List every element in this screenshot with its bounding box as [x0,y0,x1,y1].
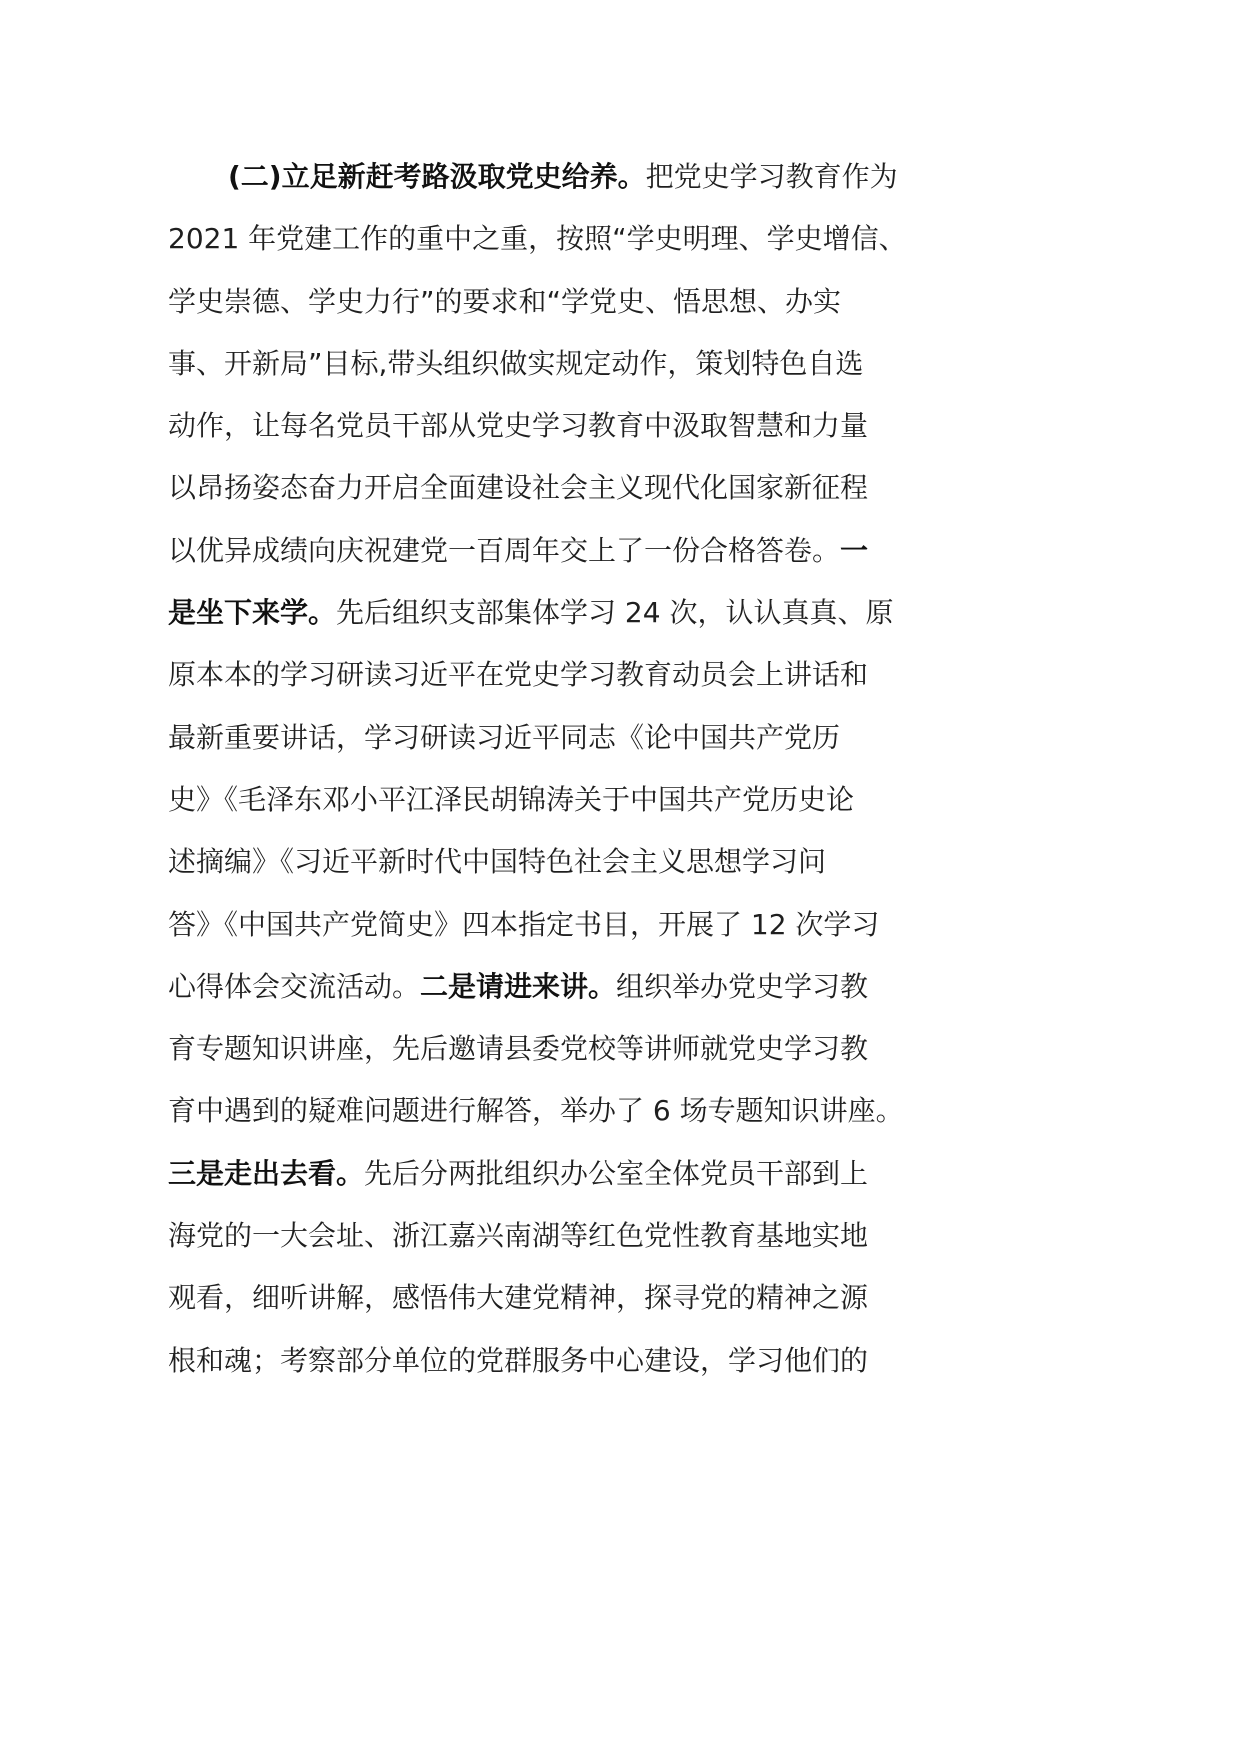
text-line [168,1080,958,1142]
body-text: 育专题知识讲座，先后邀请县委党校等讲师就党史学习教 [168,1032,869,1066]
text-line [168,707,958,769]
bold-heading-text: 三是走出去看。 [168,1156,365,1190]
body-text: 把党史学习教育作为 [645,160,898,193]
body-text: 史》《毛泽东邓小平江泽民胡锦涛关于中国共产党历史论 [168,782,855,816]
bold-heading-text: (二)立足新赶考路汲取党史给养。 [228,160,646,193]
body-text: 先后分两批组织办公室全体党员干部到上 [364,1156,869,1190]
text-line [168,1267,958,1329]
text-line [168,1330,958,1392]
text-line [168,894,958,956]
text-line [168,1205,958,1267]
body-text: 根和魂；考察部分单位的党群服务中心建设，学习他们的 [168,1343,869,1377]
body-text: 动作，让每名党员干部从党史学习教育中汲取智慧和力量 [168,409,869,443]
body-text: 2021 年党建工作的重中之重，按照“学史明理、学史增信、 [168,222,907,256]
text-line [168,520,958,582]
body-text: 心得体会交流活动。 [168,969,421,1003]
text-line [168,208,958,270]
body-text: 育中遇到的疑难问题进行解答，举办了 6 场专题知识讲座。 [168,1094,904,1128]
text-line [168,582,958,644]
bold-heading-text: 一 [840,533,869,567]
body-text: 述摘编》《习近平新时代中国特色社会主义思想学习问 [168,845,827,879]
body-text: 最新重要讲话，学习研读习近平同志《论中国共产党历 [168,720,841,754]
text-line [168,831,958,893]
text-line [168,395,958,457]
body-text: 学史崇德、学史力行”的要求和“学党史、悟思想、办实 [168,284,842,318]
body-text: 以优异成绩向庆祝建党一百周年交上了一份合格答卷。 [168,533,841,567]
text-line [168,1143,958,1205]
text-line [168,146,958,208]
body-text: 观看，细听讲解，感悟伟大建党精神，探寻党的精神之源 [168,1281,869,1315]
text-line [168,956,958,1018]
body-text: 原本本的学习研读习近平在党史学习教育动员会上讲话和 [168,658,869,692]
text-line [168,333,958,395]
body-text: 以昂扬姿态奋力开启全面建设社会主义现代化国家新征程 [168,471,869,505]
body-text: 事、开新局”目标,带头组织做实规定动作，策划特色自选 [168,346,864,380]
text-line [168,1018,958,1080]
body-text: 答》《中国共产党简史》四本指定书目，开展了 12 次学习 [168,907,880,941]
body-text: 海党的一大会址、浙江嘉兴南湖等红色党性教育基地实地 [168,1219,869,1253]
text-line [168,644,958,706]
bold-heading-text: 是坐下来学。 [168,596,337,630]
bold-heading-text: 二是请进来讲。 [420,969,617,1003]
body-text: 组织举办党史学习教 [616,969,869,1003]
text-line [168,769,958,831]
text-line [168,457,958,519]
body-paragraph [168,146,958,1392]
body-text: 先后组织支部集体学习 24 次，认认真真、原 [336,596,894,630]
text-line [168,271,958,333]
